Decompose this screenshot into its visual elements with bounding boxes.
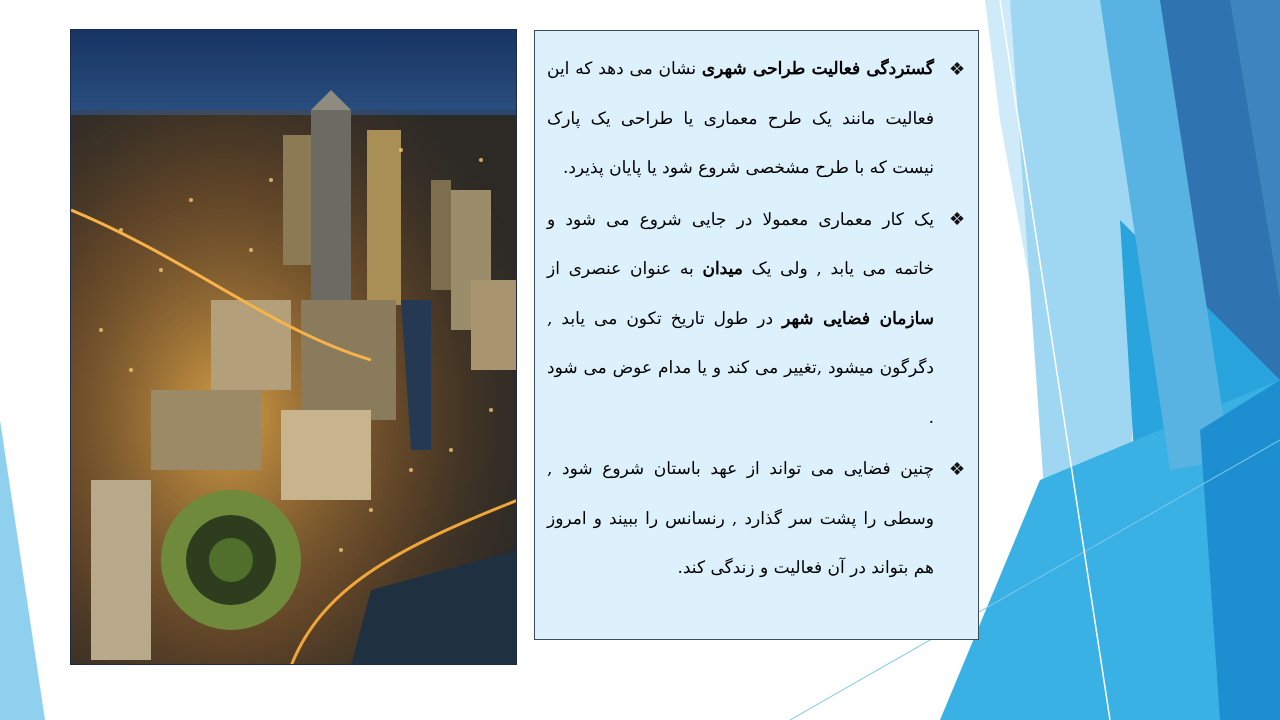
bullet-2-bold-2: سازمان فضایی شهر [782,308,934,329]
four-diamond-bullet-icon: ❖ [948,209,966,231]
city-aerial-night-photo [70,29,517,665]
bullet-1-text: نشان می دهد که این فعالیت مانند یک طرح معماری یا طراحی یک پارک نیست که با طرح مشخصی شروع شود یا پایان پذیرد. [547,59,934,178]
bullet-3-text: چنین فضایی می تواند از عهد باستان شروع شود , وسطی را پشت سر گذارد , رنسانس را ببیند و امروز هم بتواند در آن فعالیت و زندگی کند. [547,459,934,578]
bullet-2-text-1: یک کار معماری معمولا در جایی شروع می شود و خاتمه می یابد , ولی یک [547,209,934,279]
bullet-1-bold-lead: گستردگی فعالیت طراحی شهری [701,59,934,79]
city-photo-illustration [71,30,517,665]
bullet-2-text-3: در طول تاریخ تکون می یابد , دگرگون میشود ,تغییر می کند و یا مدام عوض می شود . [547,308,934,428]
four-diamond-bullet-icon: ❖ [948,458,966,480]
bullet-2-bold-1: میدان [702,259,743,279]
bullet-paragraph-2 [547,196,966,444]
four-diamond-bullet-icon: ❖ [948,58,966,80]
bullet-paragraph-1 [547,45,966,194]
bullet-2-text-2: به عنوان عنصری از [547,259,703,279]
bullet-paragraph-3 [547,445,966,594]
bullet-text-box [534,30,979,640]
